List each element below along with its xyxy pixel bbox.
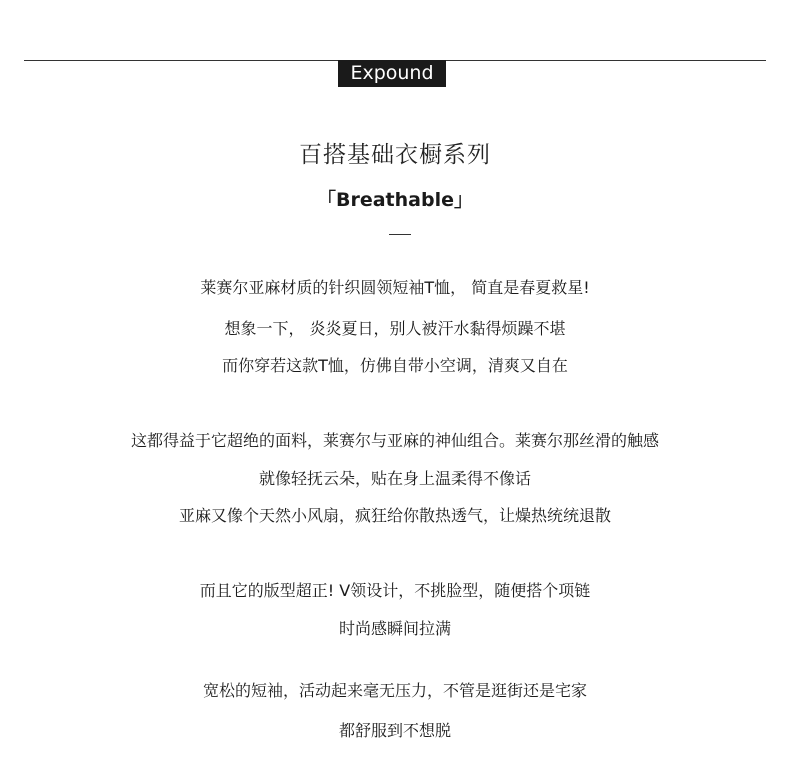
paragraph-1-line-2: 想象一下， 炎炎夏日，别人被汗水黏得烦躁不堪 bbox=[224, 319, 566, 338]
section-tag: Expound bbox=[338, 60, 446, 87]
paragraph-1-line-3: 而你穿若这款T恤，仿佛自带小空调，清爽又自在 bbox=[222, 356, 568, 375]
subtitle-close-bracket: 」 bbox=[454, 189, 474, 211]
paragraph-1-line-1: 莱赛尔亚麻材质的针织圆领短袖T恤， 简直是春夏救星! bbox=[200, 278, 590, 297]
paragraph-3-line-2: 时尚感瞬间拉满 bbox=[338, 619, 451, 638]
page-title: 百搭基础衣橱系列 bbox=[299, 142, 491, 168]
subtitle bbox=[0, 186, 790, 214]
paragraph-2-line-2: 就像轻抚云朵，贴在身上温柔得不像话 bbox=[258, 469, 531, 488]
paragraph-3-line-1: 而且它的版型超正! V领设计，不挑脸型，随便搭个项链 bbox=[199, 581, 591, 600]
subtitle-open-bracket: 「 bbox=[316, 189, 336, 211]
paragraph-4-line-2: 都舒服到不想脱 bbox=[338, 721, 451, 740]
paragraph-2-line-3: 亚麻又像个天然小风扇，疯狂给你散热透气，让燥热统统退散 bbox=[178, 506, 611, 525]
subtitle-text: Breathable bbox=[336, 189, 454, 211]
title-divider bbox=[389, 234, 411, 235]
paragraph-4-line-1: 宽松的短袖，活动起来毫无压力，不管是逛街还是宅家 bbox=[202, 681, 587, 700]
paragraph-2-line-1: 这都得益于它超绝的面料，莱赛尔与亚麻的神仙组合。莱赛尔那丝滑的触感 bbox=[130, 431, 659, 450]
